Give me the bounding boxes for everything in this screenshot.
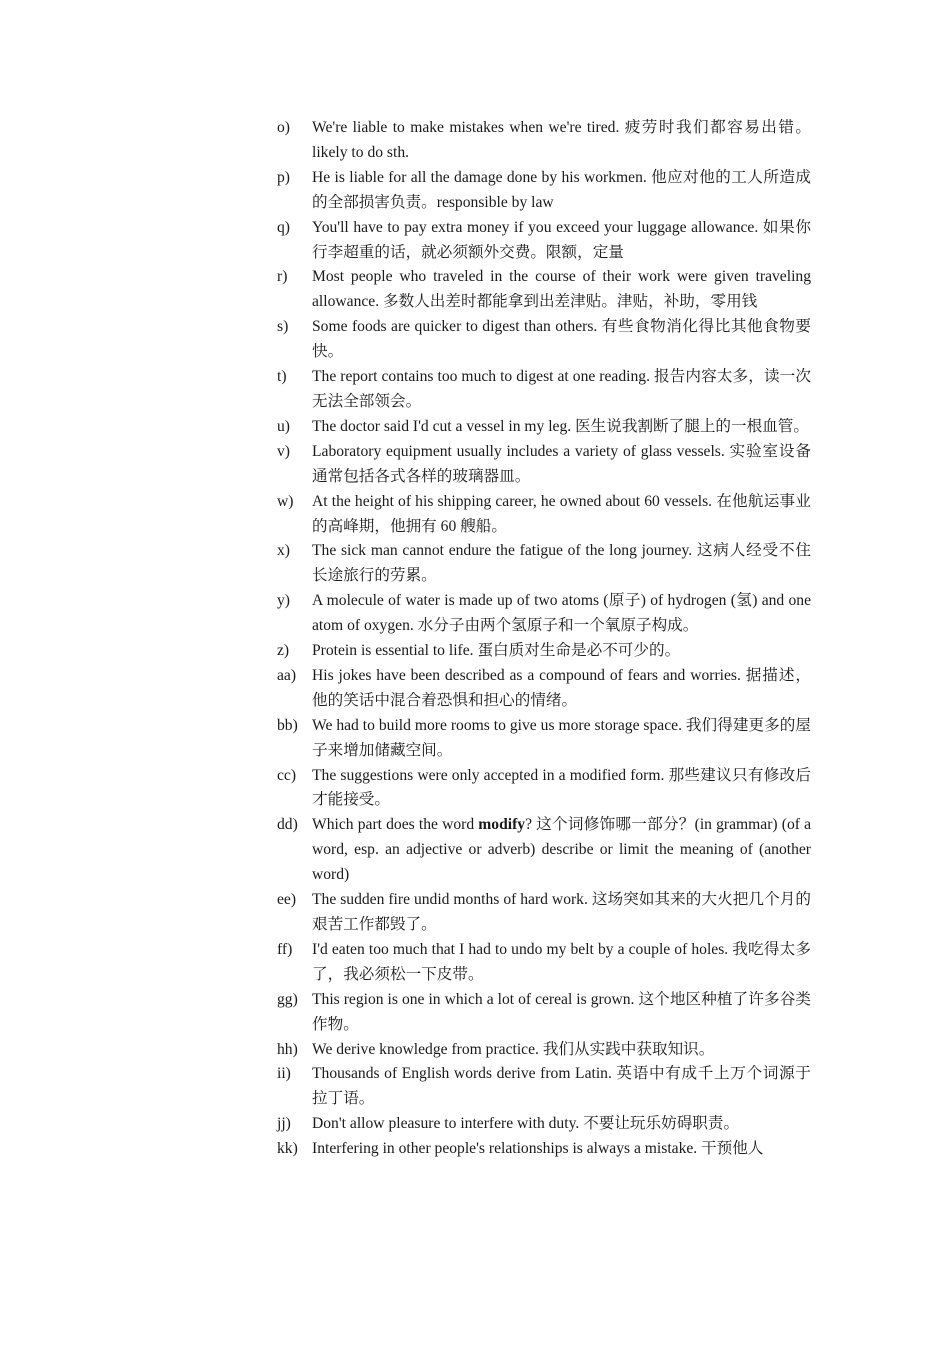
item-marker: q) (277, 218, 290, 236)
list-item (277, 1038, 811, 1063)
list-item (277, 315, 811, 365)
list-item (277, 265, 811, 315)
item-marker: bb) (277, 716, 298, 734)
item-marker: jj) (277, 1115, 291, 1133)
item-text: We had to build more rooms to give us more storage space. 我们得建更多的屋子来增加储藏空间。 (312, 716, 811, 759)
item-text: The sudden fire undid months of hard work. 这场突如其来的大火把几个月的艰苦工作都毁了。 (312, 891, 811, 933)
list-item (277, 714, 811, 764)
item-text: Don't allow pleasure to interfere with duty. 不要让玩乐妨碍职责。 (312, 1115, 740, 1133)
item-marker: z) (277, 642, 290, 660)
list-item (277, 1062, 811, 1112)
item-text: This region is one in which a lot of cereal is grown. 这个地区种植了许多谷类作物。 (312, 990, 811, 1033)
item-text: Interfering in other people's relationships is always a mistake. 干预他人 (312, 1140, 764, 1158)
item-marker: ee) (277, 891, 297, 909)
bold-keyword: modify (478, 816, 526, 834)
item-marker: ff) (277, 940, 293, 958)
list-item (277, 589, 811, 639)
list-item (277, 166, 811, 216)
list-item (277, 365, 811, 415)
item-marker: r) (277, 268, 288, 286)
item-text (312, 816, 811, 883)
item-text: His jokes have been described as a compound of fears and worries. 据描述，他的笑话中混合着恐惧和担心的情绪。 (312, 666, 811, 709)
list-item (277, 539, 811, 589)
list-item (277, 116, 811, 166)
item-marker: p) (277, 168, 290, 186)
item-text: Most people who traveled in the course of their work were given traveling allowance. 多数人出差时都能拿到出差津贴。津贴，补助，零用钱 (312, 268, 811, 311)
item-marker: u) (277, 417, 290, 435)
item-marker: t) (277, 368, 287, 386)
list-item (277, 639, 811, 664)
list-item (277, 490, 811, 540)
item-marker: cc) (277, 766, 297, 784)
item-marker: w) (277, 492, 294, 510)
item-marker: v) (277, 442, 290, 460)
item-text: Laboratory equipment usually includes a variety of glass vessels. 实验室设备通常包括各式各样的玻璃器皿。 (312, 442, 811, 485)
list-item (277, 988, 811, 1038)
item-marker: hh) (277, 1040, 298, 1058)
item-text: Some foods are quicker to digest than others. 有些食物消化得比其他食物要快。 (312, 318, 811, 361)
item-text-before: Which part does the word (312, 816, 479, 834)
item-marker: ii) (277, 1065, 291, 1083)
list-item (277, 888, 811, 938)
item-text: I'd eaten too much that I had to undo my belt by a couple of holes. 我吃得太多了，我必须松一下皮带。 (312, 940, 811, 983)
item-text: You'll have to pay extra money if you exceed your luggage allowance. 如果你行李超重的话，就必须额外交费。限额，定量 (312, 218, 811, 261)
item-text: The sick man cannot endure the fatigue of the long journey. 这病人经受不住长途旅行的劳累。 (312, 542, 811, 585)
item-text: He is liable for all the damage done by his workmen. 他应对他的工人所造成的全部损害负责。responsible by law (312, 168, 811, 211)
list-item (277, 813, 811, 888)
item-text-after: ? 这个词修饰哪一部分？(in grammar) (of a word, esp. an adjective or adverb) describe or limit the meaning of (another word) (312, 816, 812, 884)
item-marker: kk) (277, 1140, 298, 1158)
item-marker: gg) (277, 990, 298, 1008)
item-text: The doctor said I'd cut a vessel in my leg. 医生说我割断了腿上的一根血管。 (312, 417, 809, 435)
item-text: Thousands of English words derive from Latin. 英语中有成千上万个词源于拉丁语。 (312, 1065, 811, 1108)
list-item (277, 664, 811, 714)
list-item (277, 764, 811, 814)
item-marker: o) (277, 119, 290, 136)
item-text: At the height of his shipping career, he owned about 60 vessels. 在他航运事业的高峰期，他拥有 60 艘船。 (312, 492, 811, 535)
list-item (277, 415, 811, 440)
list-item (277, 440, 811, 490)
item-text: We're liable to make mistakes when we're tired. 疲劳时我们都容易出错。likely to do sth. (312, 119, 811, 161)
list-item (277, 938, 811, 988)
item-marker: x) (277, 542, 290, 560)
item-marker: dd) (277, 816, 298, 834)
item-marker: y) (277, 592, 290, 610)
list-item (277, 1137, 811, 1162)
item-marker: aa) (277, 666, 297, 684)
item-text: The suggestions were only accepted in a modified form. 那些建议只有修改后才能接受。 (312, 766, 811, 809)
item-text: A molecule of water is made up of two atoms (原子) of hydrogen (氢) and one atom of oxygen. 水分子由两个氢原子和一个氧原子构成。 (312, 592, 811, 635)
item-text: Protein is essential to life. 蛋白质对生命是必不可少的。 (312, 642, 681, 660)
example-sentence-list (277, 116, 811, 1162)
list-item (277, 1112, 811, 1137)
item-text: We derive knowledge from practice. 我们从实践中获取知识。 (312, 1040, 715, 1058)
item-marker: s) (277, 318, 289, 336)
list-item (277, 216, 811, 266)
item-text: The report contains too much to digest at one reading. 报告内容太多，读一次无法全部领会。 (312, 368, 811, 410)
